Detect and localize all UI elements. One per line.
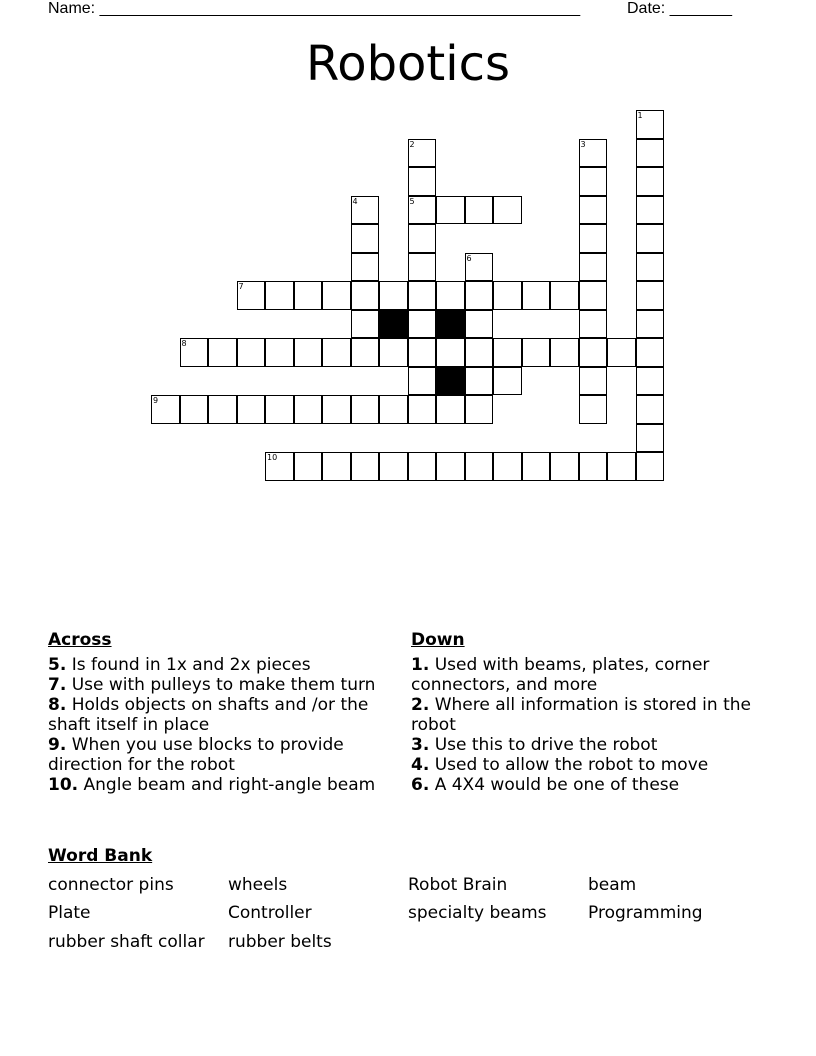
grid-cell[interactable] (379, 281, 408, 310)
grid-number: 2 (409, 139, 415, 149)
grid-cell[interactable] (636, 196, 665, 225)
grid-cell[interactable] (579, 395, 608, 424)
grid-cell[interactable] (436, 281, 465, 310)
grid-cell[interactable] (636, 395, 665, 424)
grid-cell[interactable] (579, 338, 608, 367)
grid-cell[interactable] (237, 338, 266, 367)
clue-across-7: 7. Use with pulleys to make them turn (48, 675, 376, 695)
grid-cell[interactable] (636, 310, 665, 339)
grid-cell[interactable] (579, 196, 608, 225)
grid-cell[interactable] (636, 253, 665, 282)
grid-cell[interactable] (208, 395, 237, 424)
grid-cell[interactable] (579, 310, 608, 339)
clue-across-10: 10. Angle beam and right-angle beam (48, 775, 376, 795)
clue-down-4: 4. Used to allow the robot to move (411, 755, 709, 775)
clue-down-1: 1. Used with beams, plates, corner connectors, and more (411, 655, 710, 695)
across-heading: Across (48, 630, 112, 650)
grid-cell[interactable] (636, 281, 665, 310)
word-bank-item: Controller (228, 903, 312, 923)
grid-cell[interactable] (607, 452, 636, 481)
clue-across-9: 9. When you use blocks to provide direction for the robot (48, 735, 344, 775)
page-title: Robotics (306, 36, 510, 92)
grid-cell[interactable] (436, 338, 465, 367)
grid-cell[interactable] (294, 281, 323, 310)
grid-cell[interactable] (579, 367, 608, 396)
grid-cell[interactable] (294, 452, 323, 481)
grid-cell[interactable] (636, 367, 665, 396)
word-bank-item: rubber belts (228, 932, 332, 952)
grid-cell[interactable] (408, 395, 437, 424)
grid-cell[interactable] (351, 224, 380, 253)
grid-cell[interactable] (465, 196, 494, 225)
grid-cell[interactable] (408, 367, 437, 396)
grid-cell[interactable] (379, 452, 408, 481)
grid-cell[interactable] (322, 395, 351, 424)
grid-cell[interactable] (493, 196, 522, 225)
grid-cell[interactable] (579, 253, 608, 282)
grid-cell[interactable] (493, 281, 522, 310)
grid-cell[interactable] (351, 338, 380, 367)
grid-cell[interactable] (493, 452, 522, 481)
grid-cell[interactable] (550, 281, 579, 310)
grid-cell[interactable] (408, 338, 437, 367)
grid-cell[interactable] (408, 452, 437, 481)
grid-block (379, 310, 408, 339)
grid-cell[interactable] (636, 424, 665, 453)
grid-cell[interactable] (607, 338, 636, 367)
down-clues (411, 630, 751, 795)
grid-cell[interactable] (436, 395, 465, 424)
word-bank-item: Robot Brain (408, 875, 508, 895)
grid-cell[interactable] (465, 281, 494, 310)
down-heading: Down (411, 630, 465, 650)
word-bank-item: rubber shaft collar (48, 932, 205, 952)
grid-cell[interactable] (436, 196, 465, 225)
clue-across-8: 8. Holds objects on shafts and /or the shaft itself in place (48, 695, 369, 735)
grid-cell[interactable] (351, 310, 380, 339)
grid-cell[interactable] (237, 395, 266, 424)
grid-cell[interactable] (408, 167, 437, 196)
grid-cell[interactable] (493, 367, 522, 396)
header (48, 0, 748, 20)
grid-cell[interactable] (322, 338, 351, 367)
grid-cell[interactable] (351, 452, 380, 481)
word-bank-item: specialty beams (408, 903, 547, 923)
grid-cell[interactable] (522, 338, 551, 367)
grid-number: 8 (181, 339, 187, 348)
grid-cell[interactable] (265, 395, 294, 424)
grid-cell[interactable] (465, 395, 494, 424)
grid-cell[interactable] (493, 338, 522, 367)
grid-cell[interactable] (550, 452, 579, 481)
grid-cell[interactable] (465, 338, 494, 367)
grid-cell[interactable] (579, 224, 608, 253)
grid-cell[interactable] (579, 167, 608, 196)
grid-cell[interactable] (550, 338, 579, 367)
grid-cell[interactable] (579, 452, 608, 481)
name-field[interactable]: Name: ______________________________________________________ (48, 0, 581, 17)
across-clues (48, 630, 398, 795)
grid-cell[interactable] (522, 281, 551, 310)
grid-cell[interactable] (379, 338, 408, 367)
grid-number: 3 (580, 139, 586, 149)
grid-cell[interactable] (294, 338, 323, 367)
word-bank-item: wheels (228, 875, 288, 895)
grid-cell[interactable] (351, 281, 380, 310)
grid-number: 7 (238, 282, 244, 291)
grid-cell[interactable] (636, 452, 665, 481)
date-field[interactable]: Date: _______ (627, 0, 732, 17)
grid-cell[interactable] (465, 367, 494, 396)
clue-down-6: 6. A 4X4 would be one of these (411, 775, 680, 795)
grid-cell[interactable] (265, 281, 294, 310)
grid-cell[interactable] (636, 224, 665, 253)
word-bank-item: Plate (48, 903, 91, 923)
word-bank-item: Programming (588, 903, 703, 923)
grid-cell[interactable] (636, 167, 665, 196)
word-bank-heading: Word Bank (48, 846, 153, 866)
grid-number: 5 (409, 196, 415, 206)
word-bank-item: beam (588, 875, 637, 895)
grid-cell[interactable] (408, 253, 437, 282)
grid-block (436, 367, 465, 396)
grid-cell[interactable] (379, 395, 408, 424)
grid-cell[interactable] (408, 310, 437, 339)
grid-cell[interactable] (465, 452, 494, 481)
grid-cell[interactable] (294, 395, 323, 424)
clue-across-5: 5. Is found in 1x and 2x pieces (48, 655, 311, 675)
grid-cell[interactable] (351, 253, 380, 282)
grid-cell[interactable] (636, 338, 665, 367)
grid-cell[interactable] (636, 139, 665, 168)
grid-cell[interactable] (265, 338, 294, 367)
grid-cell[interactable] (322, 452, 351, 481)
grid-block (436, 310, 465, 339)
grid-cell[interactable] (408, 224, 437, 253)
clue-down-3: 3. Use this to drive the robot (411, 735, 658, 755)
clue-down-2: 2. Where all information is stored in the robot (411, 695, 751, 735)
grid-cell[interactable] (579, 281, 608, 310)
grid-cell[interactable] (465, 310, 494, 339)
grid-number: 1 (637, 111, 643, 120)
grid-number: 9 (153, 396, 159, 405)
grid-number: 6 (466, 253, 472, 263)
grid-number: 4 (352, 196, 358, 206)
grid-cell[interactable] (436, 452, 465, 481)
grid-number: 10 (267, 453, 278, 462)
word-bank-item: connector pins (48, 875, 174, 895)
grid-cell[interactable] (351, 395, 380, 424)
grid-cell[interactable] (322, 281, 351, 310)
grid-cell[interactable] (180, 395, 209, 424)
grid-cell[interactable] (522, 452, 551, 481)
grid-cell[interactable] (208, 338, 237, 367)
grid-cell[interactable] (408, 281, 437, 310)
